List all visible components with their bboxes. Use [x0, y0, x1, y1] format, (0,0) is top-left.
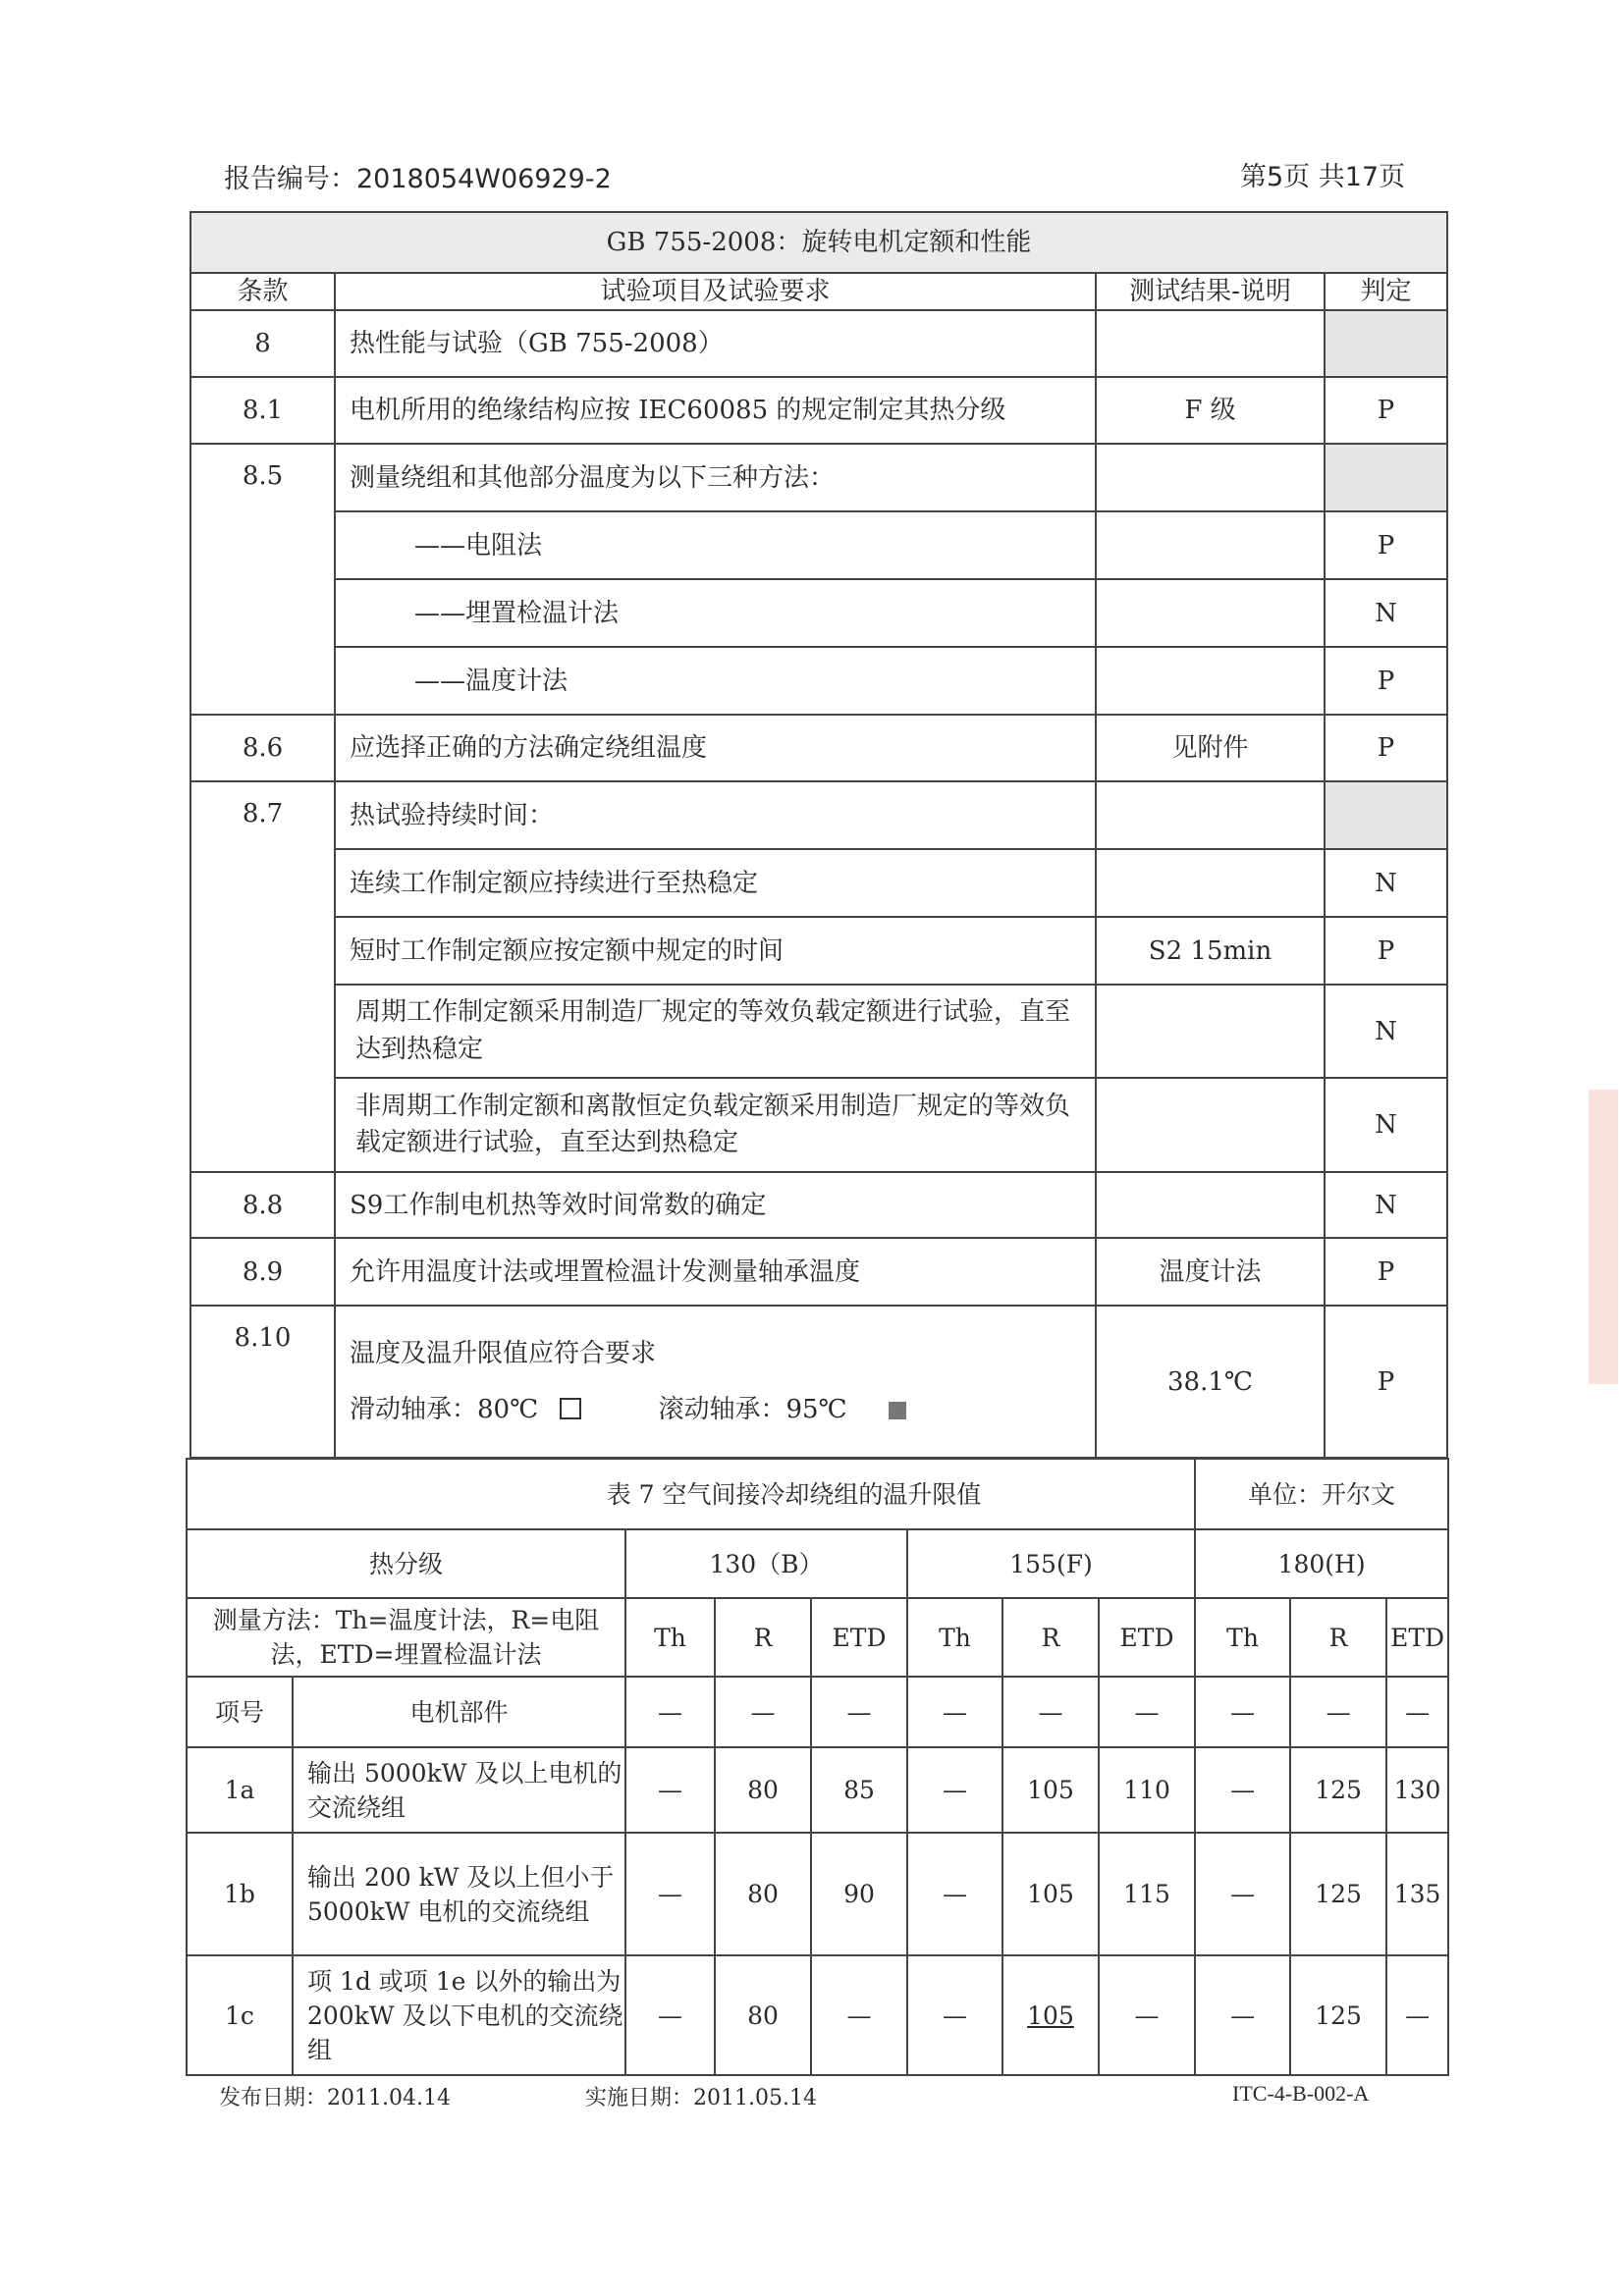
class-f: 155(F) [907, 1529, 1195, 1598]
form-code: ITC-4-B-002-A [1232, 2081, 1370, 2106]
table-row: 8.7 热试验持续时间： [190, 781, 1447, 849]
table-row: 8.6 应选择正确的方法确定绕组温度 见附件 P [190, 715, 1447, 781]
table-row: ——温度计法 P [190, 647, 1447, 715]
implementation-date: 实施日期：2011.05.14 [585, 2086, 817, 2110]
report-number: 报告编号：2018054W06929-2 [224, 164, 612, 194]
table-row: ——电阻法 P [190, 511, 1447, 579]
checkbox-unchecked-icon [560, 1398, 581, 1419]
table-row: 周期工作制定额采用制造厂规定的等效负载定额进行试验，直至达到热稳定 N [190, 985, 1447, 1078]
table-row: 1b 输出 200 kW 及以上但小于 5000kW 电机的交流绕组 — 80 90 — 105 115 — 125 135 [187, 1833, 1448, 1955]
table-row: 8 热性能与试验（GB 755-2008） [190, 310, 1447, 377]
table-row: 8.5 测量绕组和其他部分温度为以下三种方法： [190, 444, 1447, 511]
class-b: 130（B） [625, 1529, 907, 1598]
col-clause: 条款 [190, 273, 335, 310]
col-item: 试验项目及试验要求 [335, 273, 1096, 310]
table-row: 连续工作制定额应持续进行至热稳定 N [190, 849, 1447, 917]
temperature-limit-table: 表 7 空气间接冷却绕组的温升限值 单位：开尔文 热分级 130（B） 155(F) 180(H) 测量方法：Th=温度计法，R=电阻法，ETD=埋置检温计法 Th R ETD Th R ETD Th R ETD 项号 电机部件 — — — — — — — — — 1a 输出 5000kW 及以上电机的交流绕组 — 80 85 — 105 110 — 125 130 1b 输出 200 kW 及以上但小于 5000kW 电机的交流绕组 — 80 90 — 105 115 — 125 135 1c 项 1d 或项 1e 以外的输出为 200kW 及以下电机的交流绕组 — 80 — — 105 — — 125 — [186, 1458, 1449, 2076]
class-h: 180(H) [1195, 1529, 1448, 1598]
table-row: 1c 项 1d 或项 1e 以外的输出为 200kW 及以下电机的交流绕组 — 80 — — 105 — — 125 — [187, 1955, 1448, 2075]
table-row: 非周期工作制定额和离散恒定负载定额采用制造厂规定的等效负载定额进行试验，直至达到热稳定 N [190, 1078, 1447, 1172]
test-table [189, 211, 1448, 1459]
table-row: 8.9 允许用温度计法或埋置检温计发测量轴承温度 温度计法 P [190, 1238, 1447, 1306]
table-row: 短时工作制定额应按定额中规定的时间 S2 15min P [190, 917, 1447, 985]
method-label: 测量方法：Th=温度计法，R=电阻法，ETD=埋置检温计法 [187, 1598, 625, 1677]
col-verdict: 判定 [1325, 273, 1447, 310]
item-label: 项号 [187, 1677, 293, 1747]
table-row: 8.8 S9工作制电机热等效时间常数的确定 N [190, 1172, 1447, 1238]
table-row: 1a 输出 5000kW 及以上电机的交流绕组 — 80 85 — 105 110 — 125 130 [187, 1747, 1448, 1833]
table-row: ——埋置检温计法 N [190, 579, 1447, 647]
table-row: 8.10 温度及温升限值应符合要求 滑动轴承：80℃ 滚动轴承：95℃ 38.1℃ P [190, 1306, 1447, 1458]
stamp-mark [1589, 1090, 1618, 1384]
page-indicator: 第5页 共17页 [1240, 162, 1406, 192]
part-label: 电机部件 [293, 1677, 625, 1747]
table-title: GB 755-2008：旋转电机定额和性能 [190, 212, 1447, 273]
limit-table-title: 表 7 空气间接冷却绕组的温升限值 [187, 1459, 1195, 1529]
col-result: 测试结果-说明 [1096, 273, 1325, 310]
unit-label: 单位：开尔文 [1195, 1459, 1448, 1529]
table-row: 8.1 电机所用的绝缘结构应按 IEC60085 的规定制定其热分级 F 级 P [190, 377, 1447, 444]
thermal-class-label: 热分级 [187, 1529, 625, 1598]
checkbox-checked-icon [889, 1402, 906, 1419]
issue-date: 发布日期：2011.04.14 [219, 2086, 451, 2110]
